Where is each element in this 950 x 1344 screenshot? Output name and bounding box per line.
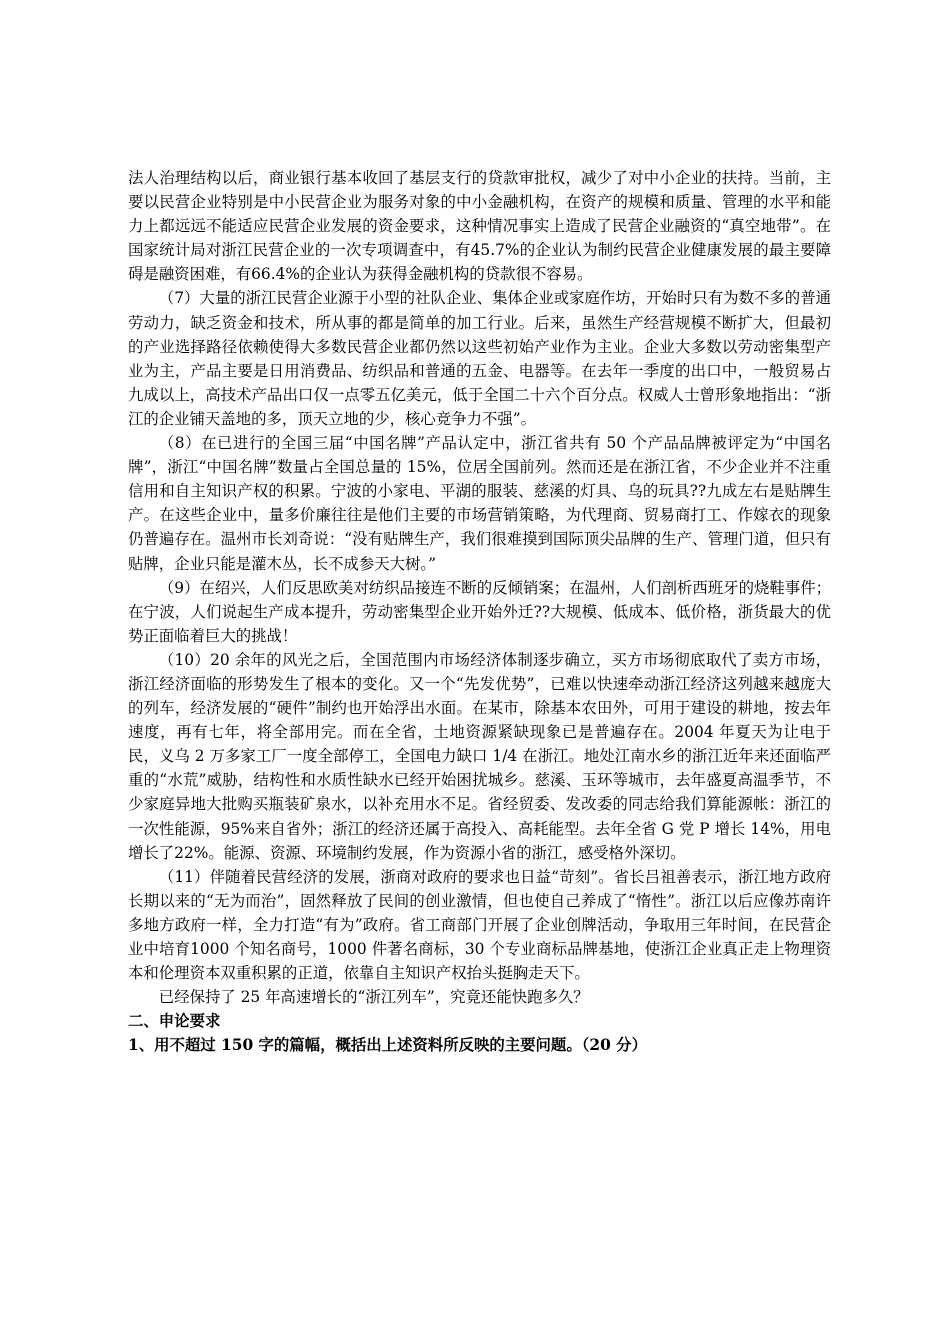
- body-paragraph: 法人治理结构以后，商业银行基本收回了基层支行的贷款审批权，减少了对中小企业的扶持。当前，主要以民营企业特别是中小民营企业为服务对象的中小金融机构，在资产的规模和质量、管理的水平和能力上都远远不能适应民营企业发展的资金要求，这种情况事实上造成了民营企业融资的“真空地带”。在国家统计局对浙江民营企业的一次专项调查中，有45.7%的企业认为制约民营企业健康发展的最主要障碍是融资困难，有66.4%的企业认为获得金融机构的贷款很不容易。: [128, 169, 831, 284]
- section-heading: 二、申论要求: [128, 1012, 221, 1031]
- body-paragraph: （7）大量的浙江民营企业源于小型的社队企业、集体企业或家庭作坊，开始时只有为数不多的普通劳动力，缺乏资金和技术，所从事的都是简单的加工行业。后来，虽然生产经营规模不断扩大，但最初的产业选择路径依赖使得大多数民营企业都仍然以这些初始产业作为主业。企业大多数以劳动密集型产业为主，产品主要是日用消费品、纺织品和普通的五金、电器等。在去年一季度的出口中，一般贸易占九成以上，高技术产品出口仅一点零五亿美元，低于全国二十六个百分点。权威人士曾形象地指出：“浙江的企业铺天盖地的多，顶天立地的少，核心竞争力不强”。: [128, 289, 831, 428]
- body-paragraph: （9）在绍兴，人们反思欧美对纺织品接连不断的反倾销案；在温州，人们剖析西班牙的烧鞋事件；在宁波，人们说起生产成本提升，劳动密集型企业开始外迁??大规模、低成本、低价格，浙货最大的优势正面临着巨大的挑战！: [128, 578, 831, 645]
- document-page: [128, 166, 831, 1057]
- body-paragraph: 已经保持了 25 年高速增长的“浙江列车”，究竟还能快跑多久？: [158, 988, 589, 1007]
- body-paragraph: （11）伴随着民营经济的发展，浙商对政府的要求也日益“苛刻”。省长吕祖善表示，浙江地方政府长期以来的“无为而治”，固然释放了民间的创业激情，但也使自己养成了“惰性”。浙江以后应像苏南许多地方政府一样，全力打造“有为”政府。省工商部门开展了企业创牌活动，争取用三年时间，在民营企业中培育1000 个知名商号，1000 件著名商标，30 个专业商标品牌基地，使浙江企业真正走上物理资本和伦理资本双重积累的正道，依靠自主知识产权抬头挺胸走天下。: [128, 867, 831, 983]
- body-paragraph: （10）20 余年的风光之后，全国范围内市场经济体制逐步确立，买方市场彻底取代了卖方市场，浙江经济面临的形势发生了根本的变化。又一个“先发优势”，已难以快速牵动浙江经济这列越来越庞大的列车，经济发展的“硬件”制约也开始浮出水面。在某市，除基本农田外，可用于建设的耕地，按去年速度，再有七年，将全部用完。而在全省，土地资源紧缺现象已是普遍存在。2004 年夏天为让电于民，义乌 2 万多家工厂一度全部停工，全国电力缺口 1/4 在浙江。地处江南水乡的浙江近年来还面临严重的“水荒”威胁，结构性和水质性缺水已经开始困扰城乡。慈溪、玉环等城市，去年盛夏高温季节，不少家庭异地大批购买瓶装矿泉水，以补充用水不足。省经贸委、发改委的同志给我们算能源帐：浙江的一次性能源，95%来自省外；浙江的经济还属于高投入、高耗能型。去年全省 G 党 P 增长 14%，用电增长了22%。能源、资源、环境制约发展，作为资源小省的浙江，感受格外深切。: [128, 650, 831, 862]
- question-text: 1、用不超过 150 字的篇幅，概括出上述资料所反映的主要问题。（20 分）: [128, 1036, 647, 1055]
- body-paragraph: （8）在已进行的全国三届“中国名牌”产品认定中，浙江省共有 50 个产品品牌被评定为“中国名牌”，浙江“中国名牌”数量占全国总量的 15%，位居全国前列。然而还是在浙江省，不少企业并不注重信用和自主知识产权的积累。宁波的小家电、平湖的服装、慈溪的灯具、乌的玩具??九成左右是贴牌生产。在这些企业中，量多价廉往往是他们主要的市场营销策略，为代理商、贸易商打工、作嫁衣的现象仍普遍存在。温州市长刘奇说：“没有贴牌生产，我们很难摸到国际顶尖品牌的生产、管理门道，但只有贴牌，企业只能是灌木丛，长不成参天大树。”: [128, 434, 831, 573]
